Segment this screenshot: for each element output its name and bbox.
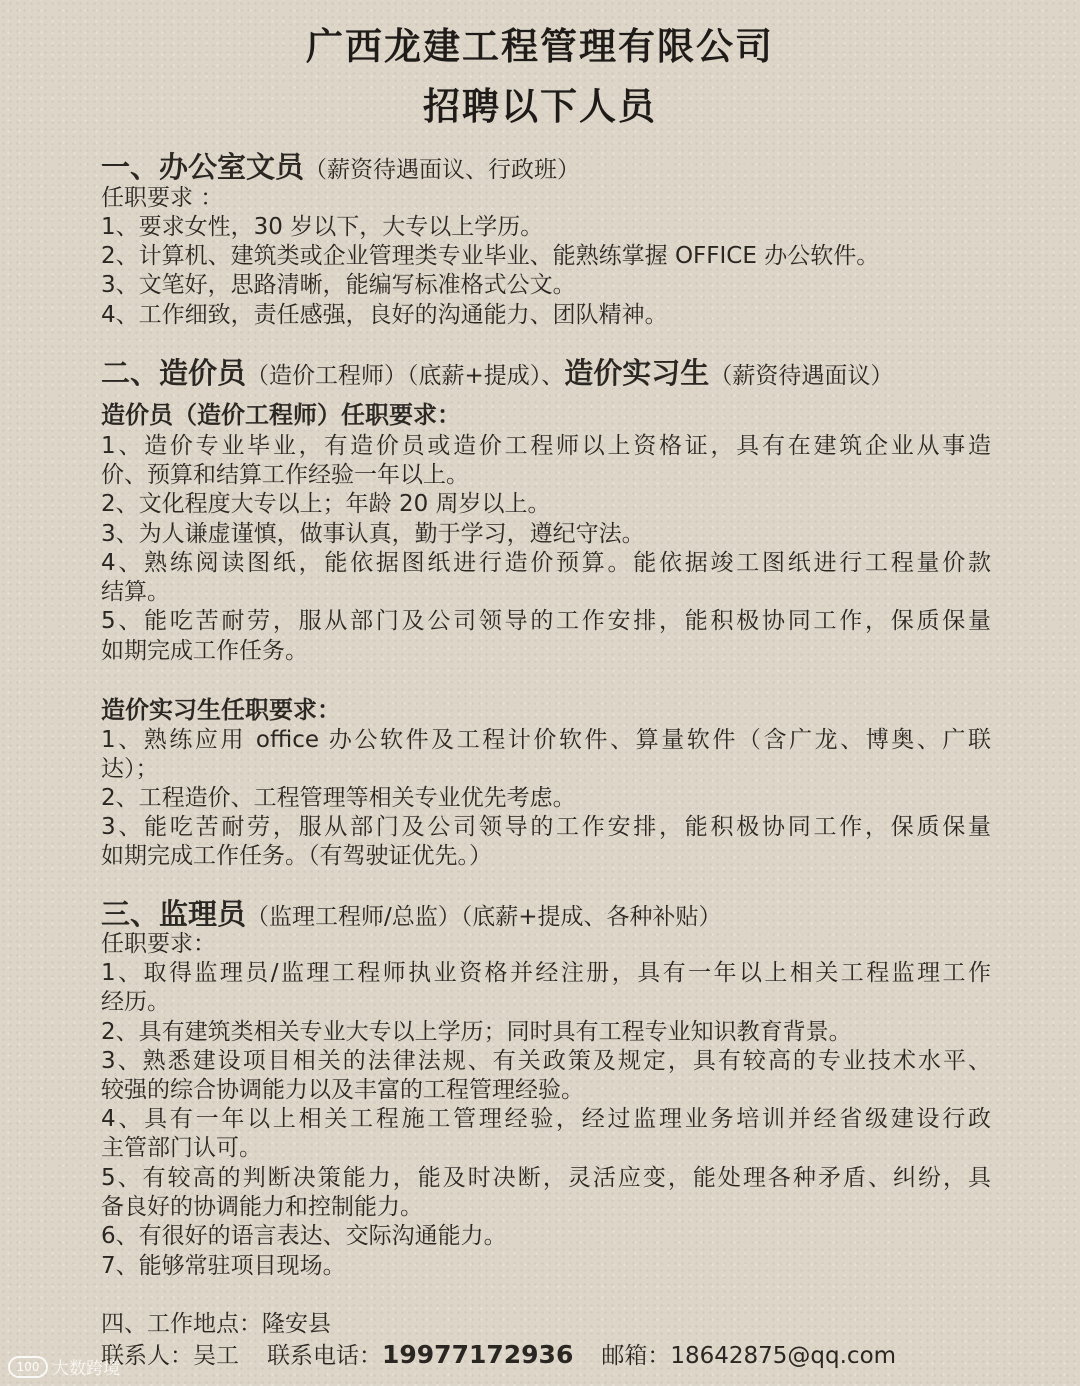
section-title: 一、办公室文员 <box>101 150 305 184</box>
subsection-title: 造价实习生任职要求： <box>101 696 341 724</box>
list-item: 1、取得监理员/监理工程师执业资格并经注册，具有一年以上相关工程监理工作 <box>101 960 991 986</box>
list-item: 4、熟练阅读图纸，能依据图纸进行造价预算。能依据竣工图纸进行工程量价款 <box>101 550 991 576</box>
phone-number[interactable]: 19977172936 <box>382 1340 574 1369</box>
list-item: 1、熟练应用 office 办公软件及工程计价软件、算量软件（含广龙、博奥、广联 <box>101 727 991 753</box>
list-item-cont: 主管部门认可。 <box>101 1135 262 1161</box>
list-item-cont: 较强的综合协调能力以及丰富的工程管理经验。 <box>101 1077 584 1103</box>
list-item: 2、工程造价、工程管理等相关专业优先考虑。 <box>101 785 576 811</box>
list-item: 4、工作细致，责任感强，良好的沟通能力、团队精神。 <box>101 302 668 328</box>
section-title: 二、造价员 <box>101 356 247 390</box>
list-item: 3、熟悉建设项目相关的法律法规、有关政策及规定，具有较高的专业技术水平、 <box>101 1048 991 1074</box>
watermark-logo-icon: 100 <box>8 1356 48 1378</box>
company-title: 广西龙建工程管理有限公司 <box>306 25 774 68</box>
requirements-label: 任职要求 ： <box>101 185 224 211</box>
list-item: 6、有很好的语言表达、交际沟通能力。 <box>101 1223 507 1249</box>
email-label: 邮箱： <box>601 1343 671 1369</box>
section-title-2: 造价实习生 <box>564 356 710 390</box>
section-note-2: （薪资待遇面议） <box>709 363 894 389</box>
section-cost-estimator-heading <box>101 356 991 393</box>
list-item-cont: 如期完成工作任务。（有驾驶证优先。） <box>101 843 492 869</box>
section-title: 三、监理员 <box>101 897 247 931</box>
list-item: 5、能吃苦耐劳，服从部门及公司领导的工作安排，能积极协同工作，保质保量 <box>101 608 991 634</box>
headline: 招聘以下人员 <box>423 85 657 128</box>
section-office-clerk-heading <box>101 150 991 187</box>
section-note: （造价工程师）（底薪+提成）、 <box>246 363 565 389</box>
list-item: 1、要求女性，30 岁以下，大专以上学历。 <box>101 214 544 240</box>
section-note: （监理工程师/总监）（底薪+提成、各种补贴） <box>246 904 722 930</box>
list-item: 2、计算机、建筑类或企业管理类专业毕业、能熟练掌握 OFFICE 办公软件。 <box>101 243 880 269</box>
section-note: （薪资待遇面议、行政班） <box>304 157 581 183</box>
list-item: 5、有较高的判断决策能力，能及时决断，灵活应变，能处理各种矛盾、纠纷，具 <box>101 1165 991 1191</box>
subsection-title: 造价员（造价工程师）任职要求： <box>101 401 461 429</box>
email-address[interactable]: 18642875@qq.com <box>670 1343 897 1369</box>
watermark <box>8 1354 120 1379</box>
section-supervisor-heading <box>101 897 991 934</box>
list-item: 3、为人谦虚谨慎，做事认真，勤于学习，遵纪守法。 <box>101 521 645 547</box>
phone-label: 联系电话： <box>267 1343 382 1369</box>
list-item: 3、文笔好，思路清晰，能编写标准格式公文。 <box>101 272 576 298</box>
list-item-cont: 如期完成工作任务。 <box>101 638 308 664</box>
contact-line <box>101 1340 991 1371</box>
list-item-cont: 价、预算和结算工作经验一年以上。 <box>101 462 469 488</box>
list-item: 7、能够常驻项目现场。 <box>101 1253 346 1279</box>
contact-person: 联系人：吴工 <box>101 1343 239 1369</box>
watermark-text: 大数跨境 <box>52 1359 120 1379</box>
list-item: 2、具有建筑类相关专业大专以上学历；同时具有工程专业知识教育背景。 <box>101 1019 852 1045</box>
work-location: 四、工作地点：隆安县 <box>101 1311 331 1337</box>
requirements-label: 任职要求： <box>101 931 216 957</box>
list-item: 1、造价专业毕业，有造价员或造价工程师以上资格证，具有在建筑企业从事造 <box>101 433 991 459</box>
list-item-cont: 备良好的协调能力和控制能力。 <box>101 1194 423 1220</box>
list-item: 4、具有一年以上相关工程施工管理经验，经过监理业务培训并经省级建设行政 <box>101 1106 991 1132</box>
list-item: 3、能吃苦耐劳，服从部门及公司领导的工作安排，能积极协同工作，保质保量 <box>101 814 991 840</box>
list-item: 2、文化程度大专以上；年龄 20 周岁以上。 <box>101 491 551 517</box>
list-item-cont: 结算。 <box>101 579 170 605</box>
list-item-cont: 达）； <box>101 756 159 782</box>
list-item-cont: 经历。 <box>101 989 170 1015</box>
